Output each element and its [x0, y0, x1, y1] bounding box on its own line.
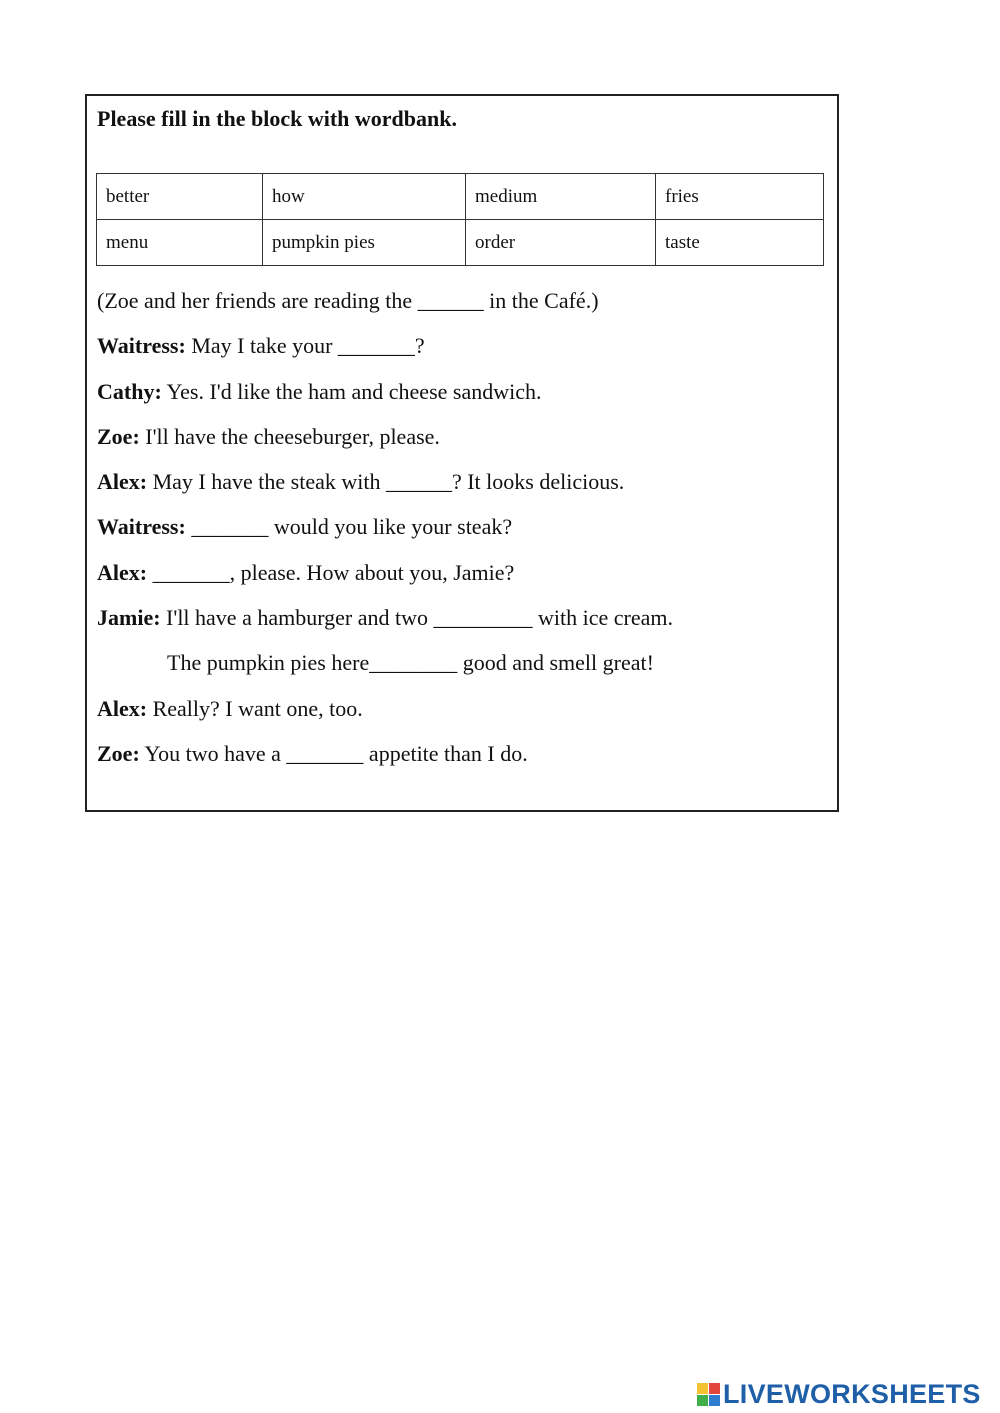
speaker-name: Waitress:: [97, 333, 186, 359]
wordbank-cell: better: [97, 174, 263, 220]
line-text: Really? I want one, too.: [147, 695, 363, 721]
speaker-name: Alex:: [97, 559, 148, 585]
dialogue-line: [97, 465, 827, 510]
line-text: I'll have the cheeseburger, please.: [139, 423, 440, 449]
line-text: May I have the steak with ______? It looks delicious.: [147, 469, 625, 495]
dialogue-line: [97, 646, 827, 691]
dialogue-line: [97, 737, 827, 782]
speaker-name: Zoe:: [97, 740, 140, 766]
instruction-heading: Please fill in the block with wordbank.: [97, 106, 457, 131]
line-text: Yes. I'd like the ham and cheese sandwich.: [161, 378, 542, 404]
wordbank-cell: pumpkin pies: [263, 220, 466, 266]
dialogue-line: [97, 284, 827, 329]
logo-mark-square: [709, 1383, 720, 1394]
logo-mark-square: [697, 1395, 708, 1406]
dialogue-line: [97, 510, 827, 555]
wordbank-cell: order: [466, 220, 656, 266]
logo-mark-square: [709, 1395, 720, 1406]
dialogue-line: [97, 375, 827, 420]
line-text: May I take your _______?: [185, 333, 425, 359]
logo-mark-icon: [697, 1383, 720, 1406]
dialogue-line: [97, 420, 827, 465]
dialogue-line: [97, 692, 827, 737]
wordbank-cell: medium: [466, 174, 656, 220]
wordbank-cell: taste: [656, 220, 824, 266]
logo-text: LIVEWORKSHEETS: [723, 1378, 981, 1409]
line-text: I'll have a hamburger and two _________ with ice cream.: [160, 605, 673, 631]
wordbank-cell: fries: [656, 174, 824, 220]
line-text: You two have a _______ appetite than I do.: [139, 740, 528, 766]
speaker-name: Alex:: [97, 695, 148, 721]
line-text: The pumpkin pies here________ good and smell great!: [167, 650, 654, 676]
wordbank-row: [97, 174, 824, 220]
speaker-name: Cathy:: [97, 378, 162, 404]
worksheet-box: [85, 94, 839, 812]
speaker-name: Jamie:: [97, 605, 161, 631]
dialogue-line: [97, 556, 827, 601]
dialogue: [97, 284, 827, 782]
wordbank-cell: menu: [97, 220, 263, 266]
speaker-name: Waitress:: [97, 514, 186, 540]
wordbank-row: [97, 220, 824, 266]
line-text: _______ would you like your steak?: [185, 514, 513, 540]
wordbank-table: [96, 173, 824, 266]
logo-mark-square: [697, 1383, 708, 1394]
dialogue-line: [97, 329, 827, 374]
line-text: (Zoe and her friends are reading the ______ in the Café.): [97, 288, 599, 313]
dialogue-line: [97, 601, 827, 646]
line-text: _______, please. How about you, Jamie?: [147, 559, 515, 585]
wordbank-cell: how: [263, 174, 466, 220]
speaker-name: Zoe:: [97, 423, 140, 449]
speaker-name: Alex:: [97, 469, 148, 495]
liveworksheets-logo: [697, 1378, 981, 1410]
